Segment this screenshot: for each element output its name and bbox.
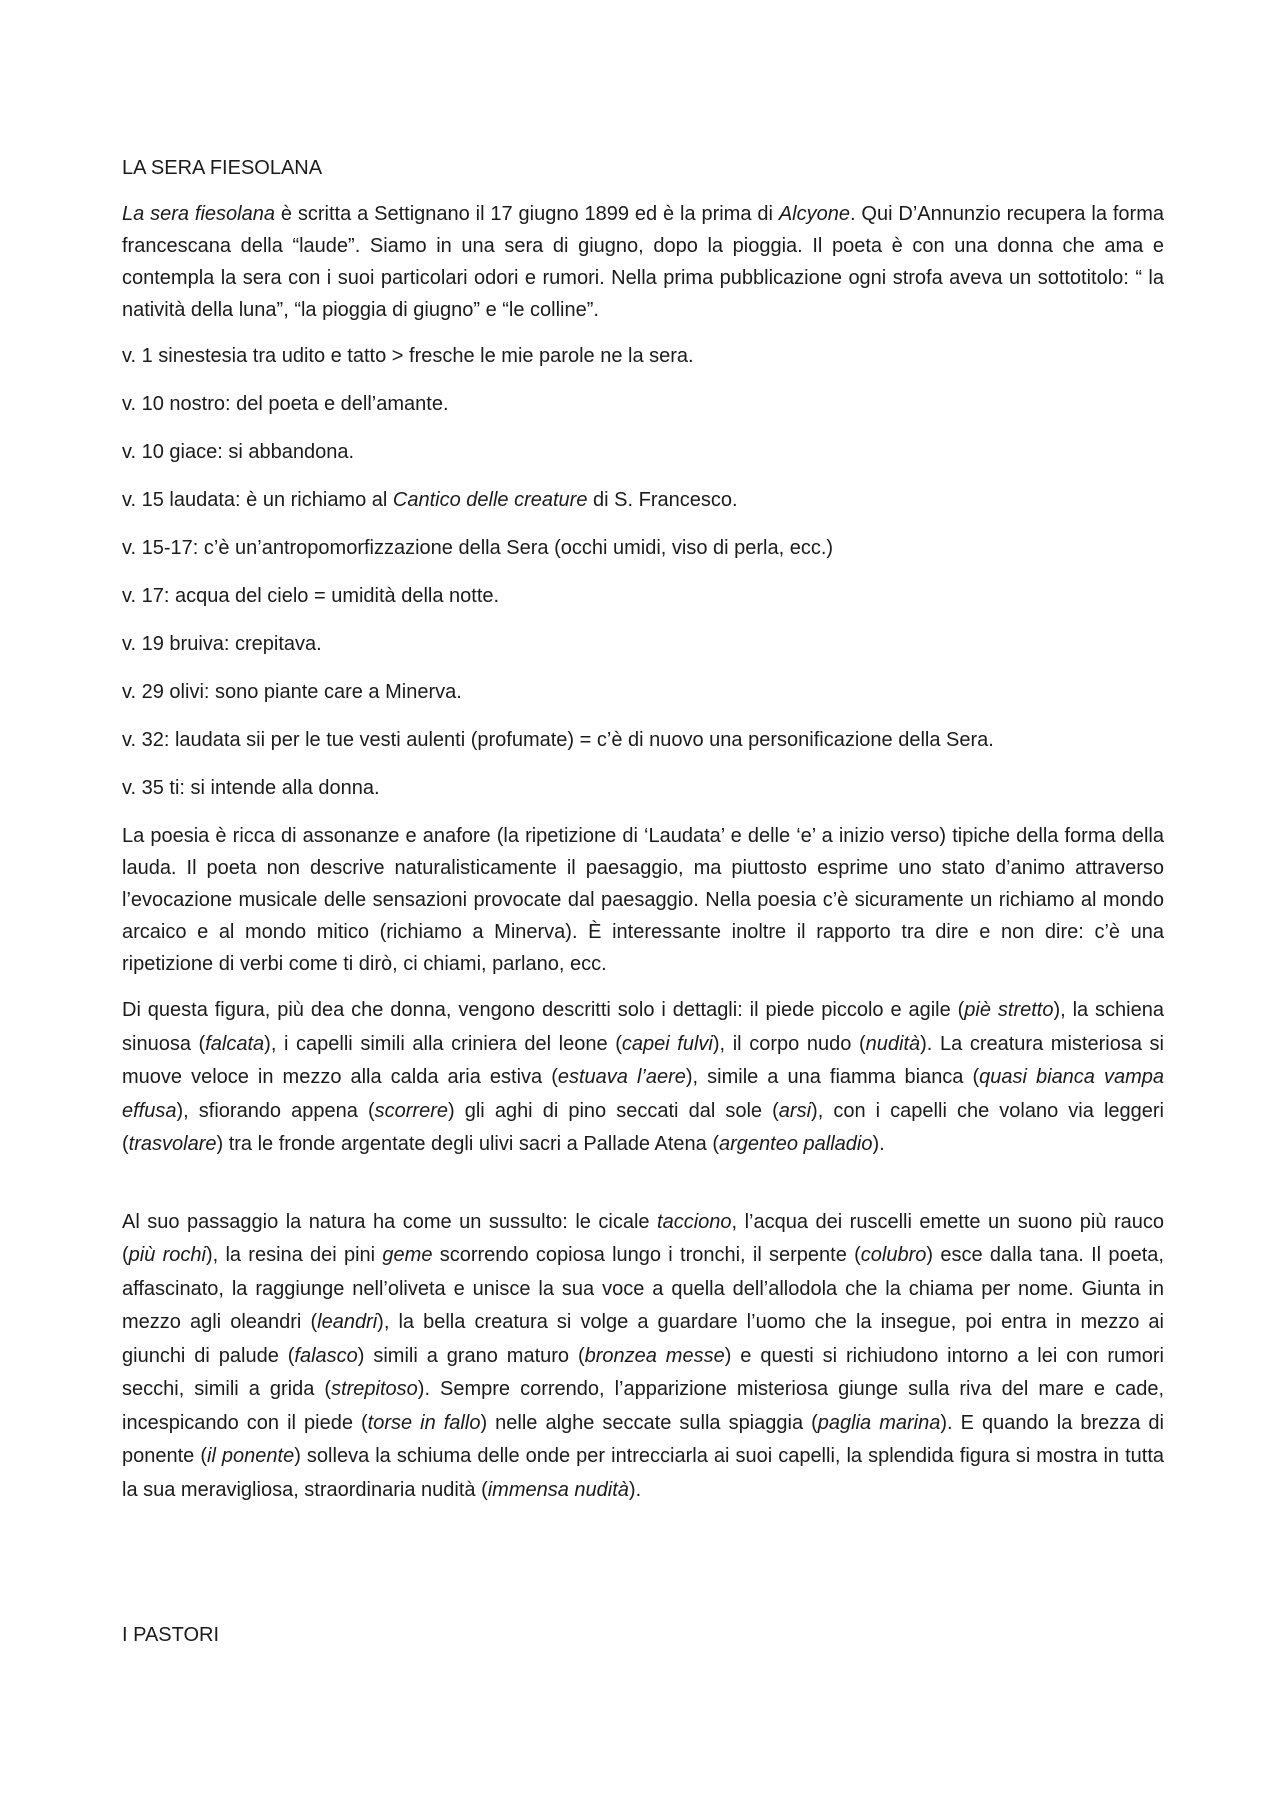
section-spacer — [122, 1521, 1164, 1619]
italic-term: torse in fallo — [367, 1411, 481, 1434]
analysis-paragraph: La poesia è ricca di assonanze e anafore (la ripetizione di ‘Laudata’ e delle ‘e’ a inizio verso) tipiche della forma della lauda. Il poeta non descrive naturalisticamente il paesaggio, ma piuttosto esprime uno stato d’animo attraverso l’evocazione musicale delle sensazioni provocate dal paesaggio. Nella poesia c’è sicuramente un richiamo al mondo arcaico e al mondo mitico (richiamo a Minerva). È interessante inoltre il rapporto tra dire e non dire: c’è una ripetizione di verbi come ti dirò, ci chiami, parlano, ecc. — [122, 825, 1164, 975]
paragraph-spacer — [122, 1176, 1164, 1206]
verse-note: v. 17: acqua del cielo = umidità della notte. — [122, 585, 500, 607]
section-title-pastori: I PASTORI — [122, 1624, 220, 1646]
italic-term: strepitoso — [331, 1378, 418, 1400]
verse-note: v. 15 laudata: è un richiamo al Cantico delle creature di S. Francesco. — [122, 489, 738, 511]
italic-term: falcata — [205, 1032, 265, 1055]
italic-term: quasi bianca vampa effusa — [122, 1066, 1165, 1122]
figure-description-paragraph: Di questa figura, più dea che donna, vengono descritti solo i dettagli: il piede piccolo e agile (piè stretto), la schiena sinuosa (falcata), i capelli simili alla criniera del leone (capei fulvi), il corpo nudo (nudità). La creatura misteriosa si muove veloce in mezzo alla calda aria estiva (estuava l’aere), simile a una fiamma bianca (quasi bianca vampa effusa), sfiorando appena (scorrere) gli aghi di pino seccati dal sole (arsi), con i capelli che volano via leggeri (trasvolare) tra le fronde argentate degli ulivi sacri a Pallade Atena (argenteo palladio). — [122, 999, 1165, 1155]
verse-note: v. 32: laudata sii per le tue vesti aulenti (profumate) = c’è di nuovo una personificazione della Sera. — [122, 729, 994, 751]
passage-paragraph: Al suo passaggio la natura ha come un sussulto: le cicale tacciono, l’acqua dei ruscelli emette un suono più rauco (più rochi), la resina dei pini geme scorrendo copiosa lungo i tronchi, il serpente (colubro) esce dalla tana. Il poeta, affascinato, la raggiunge nell’oliveta e unisce la sua voce a quella dell’allodola che la chiama per nome. Giunta in mezzo agli oleandri (leandri), la bella creatura si volge a guardare l’uomo che la insegue, poi entra in mezzo ai giunchi di palude (falasco) simili a grano maturo (bronzea messe) e questi si richiudono intorno a lei con rumori secchi, simili a grida (strepitoso). Sempre correndo, l’apparizione misteriosa giunge sulla riva del mare e cade, incespicando con il piede (torse in fallo) nelle alghe seccate sulla spiaggia (paglia marina). E quando la brezza di ponente (il ponente) solleva la schiuma delle onde per intrecciarla ai suoi capelli, la splendida figura si mostra in tutta la sua meravigliosa, straordinaria nudità (immensa nudità). — [122, 1210, 1165, 1501]
verse-notes-list — [122, 340, 1164, 804]
italic-term: geme — [382, 1244, 433, 1266]
italic-term: immensa nudità — [487, 1478, 629, 1501]
italic-term: trasvolare — [128, 1133, 217, 1155]
italic-term: argenteo palladio — [719, 1133, 873, 1155]
italic-term: estuava l’aere — [557, 1066, 686, 1088]
italic-term: La sera fiesolana — [122, 203, 275, 225]
italic-term: Cantico delle creature — [392, 489, 588, 511]
verse-note: v. 29 olivi: sono piante care a Minerva. — [122, 681, 462, 703]
italic-term: paglia marina — [817, 1411, 941, 1434]
italic-term: il ponente — [207, 1445, 295, 1467]
verse-note: v. 1 sinestesia tra udito e tatto > fresche le mie parole ne la sera. — [122, 345, 694, 367]
verse-note: v. 10 giace: si abbandona. — [122, 441, 355, 463]
italic-term: bronzea messe — [584, 1344, 725, 1367]
italic-term: colubro — [860, 1244, 927, 1266]
verse-note: v. 19 bruiva: crepitava. — [122, 633, 322, 655]
italic-term: tacciono — [657, 1210, 732, 1233]
verse-note: v. 35 ti: si intende alla donna. — [122, 777, 380, 799]
verse-note: v. 15-17: c’è un’antropomorfizzazione della Sera (occhi umidi, viso di perla, ecc.) — [122, 537, 834, 559]
intro-paragraph: La sera fiesolana è scritta a Settignano il 17 giugno 1899 ed è la prima di Alcyone. Qui D’Annunzio recupera la forma francescana della “laude”. Siamo in una sera di giugno, dopo la pioggia. Il poeta è con una donna che ama e contempla la sera con i suoi particolari odori e rumori. Nella prima pubblicazione ogni strofa aveva un sottotitolo: “ la natività della luna”, “la pioggia di giugno” e “le colline”. — [122, 203, 1164, 321]
italic-term: nudità — [865, 1032, 921, 1055]
italic-term: Alcyone — [778, 203, 850, 225]
italic-term: capei fulvi — [621, 1032, 713, 1055]
italic-term: più rochi — [128, 1244, 206, 1266]
italic-term: arsi — [778, 1099, 812, 1122]
verse-note: v. 10 nostro: del poeta e dell’amante. — [122, 393, 449, 415]
italic-term: scorrere — [374, 1099, 448, 1122]
italic-term: piè stretto — [964, 999, 1054, 1021]
italic-term: leandri — [317, 1311, 378, 1333]
section-title-sera-fiesolana: LA SERA FIESOLANA — [122, 157, 323, 179]
italic-term: falasco — [294, 1344, 358, 1367]
